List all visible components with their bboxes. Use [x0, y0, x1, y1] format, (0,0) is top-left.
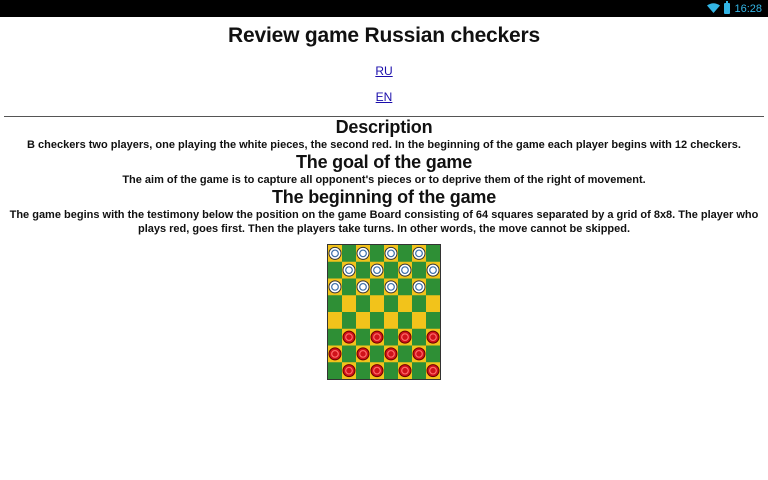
white-checker: [357, 281, 369, 293]
board-square-dark: [426, 312, 440, 329]
board-square-dark: [426, 346, 440, 363]
board-square-dark: [398, 279, 413, 296]
red-checker: [343, 331, 355, 343]
board-square-dark: [356, 362, 371, 379]
page-content: [0, 17, 768, 380]
board-square-light: [384, 312, 399, 329]
white-checker: [385, 247, 397, 259]
section-text-goal: The aim of the game is to capture all opponent's pieces or to deprive them of the right of movement.: [122, 174, 646, 186]
board-square-dark: [426, 245, 440, 262]
status-clock: 16:28: [734, 2, 762, 15]
board-square-light: [370, 295, 385, 312]
language-link-en[interactable]: EN: [375, 90, 393, 104]
red-checker: [413, 348, 425, 360]
board-square-dark: [412, 329, 427, 346]
wifi-icon: [707, 3, 720, 14]
board-square-dark: [370, 312, 385, 329]
board-square-dark: [384, 362, 399, 379]
white-checker: [343, 264, 355, 276]
section-text-beginning: The game begins with the testimony below the position on the game Board consisting of 64 squares separated by a grid of 8x8. The player who plays red, goes first. Then the players take turns. In other words, the move cannot be skipped.: [9, 209, 759, 235]
board-square-dark: [342, 312, 357, 329]
white-checker: [385, 281, 397, 293]
board-square-dark: [328, 329, 343, 346]
section-heading-goal: The goal of the game: [295, 152, 473, 172]
red-checker: [399, 365, 411, 377]
board-square-dark: [398, 245, 413, 262]
status-bar: [0, 0, 768, 17]
checkers-board: [328, 245, 440, 379]
board-square-dark: [328, 262, 343, 279]
red-checker: [329, 348, 341, 360]
board-square-light: [356, 312, 371, 329]
red-checker: [385, 348, 397, 360]
board-square-dark: [356, 295, 371, 312]
board-square-dark: [384, 262, 399, 279]
board-square-light: [412, 312, 427, 329]
checkers-board-image: [327, 244, 441, 380]
red-checker: [371, 365, 383, 377]
board-square-dark: [342, 279, 357, 296]
board-square-dark: [342, 245, 357, 262]
white-checker: [329, 281, 341, 293]
board-square-dark: [370, 346, 385, 363]
board-square-dark: [412, 262, 427, 279]
board-square-dark: [384, 329, 399, 346]
board-square-dark: [412, 362, 427, 379]
board-square-light: [342, 295, 357, 312]
red-checker: [427, 365, 439, 377]
board-square-dark: [398, 312, 413, 329]
board-square-dark: [356, 262, 371, 279]
board-square-dark: [398, 346, 413, 363]
board-square-dark: [384, 295, 399, 312]
board-square-light: [426, 295, 440, 312]
board-square-dark: [328, 295, 343, 312]
board-square-dark: [426, 279, 440, 296]
board-square-dark: [356, 329, 371, 346]
section-heading-description: Description: [335, 117, 433, 137]
red-checker: [357, 348, 369, 360]
board-square-dark: [370, 279, 385, 296]
language-link-ru[interactable]: RU: [375, 64, 393, 78]
status-icons: [707, 3, 762, 15]
board-square-dark: [328, 362, 343, 379]
page-title: Review game Russian checkers: [228, 24, 540, 47]
red-checker: [399, 331, 411, 343]
battery-icon: [724, 3, 730, 14]
white-checker: [413, 247, 425, 259]
red-checker: [371, 331, 383, 343]
white-checker: [329, 247, 341, 259]
board-square-dark: [370, 245, 385, 262]
board-square-dark: [342, 346, 357, 363]
section-text-description: B checkers two players, one playing the white pieces, the second red. In the beginning of the game each player begins with 12 checkers.: [27, 139, 741, 151]
white-checker: [427, 264, 439, 276]
white-checker: [357, 247, 369, 259]
section-heading-beginning: The beginning of the game: [272, 187, 496, 207]
board-square-light: [398, 295, 413, 312]
board-square-dark: [412, 295, 427, 312]
red-checker: [343, 365, 355, 377]
board-square-light: [328, 312, 343, 329]
white-checker: [399, 264, 411, 276]
red-checker: [427, 331, 439, 343]
white-checker: [371, 264, 383, 276]
white-checker: [413, 281, 425, 293]
